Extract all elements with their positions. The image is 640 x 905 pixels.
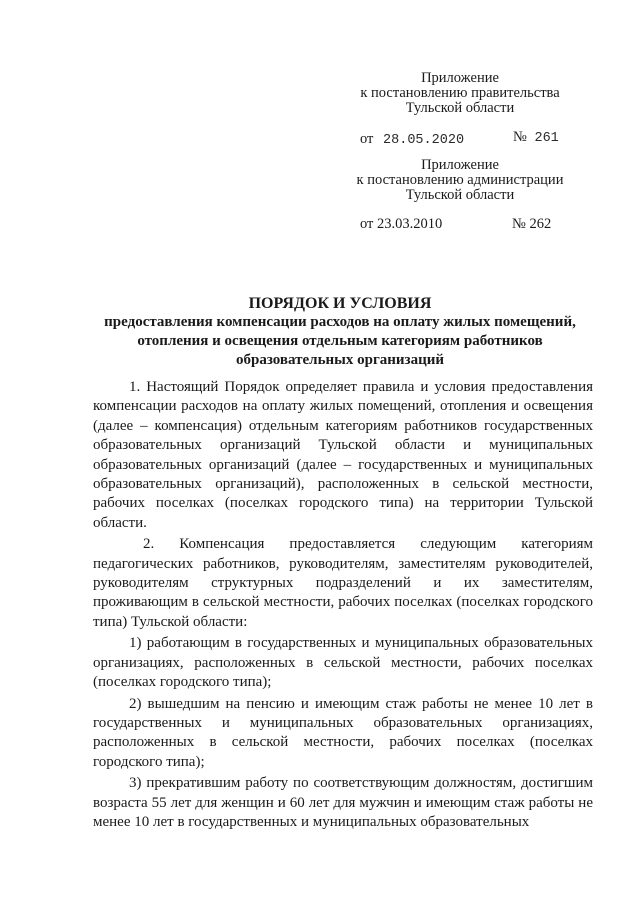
header1-number-prefix: № bbox=[513, 129, 527, 145]
header2-line1: Приложение bbox=[421, 157, 499, 173]
header1-date-row bbox=[360, 131, 464, 149]
header1-line1: Приложение bbox=[421, 70, 499, 86]
header2-line3: Тульской области bbox=[405, 187, 515, 203]
paragraph-1: 1. Настоящий Порядок определяет правила и условия предоставления компенсации расходов на оплату жилых помещений, отопления и освещения (далее – компенсация) отдельным категориям работников государственных образовательных организаций Тульской области и муниципальных образовательных организаций (далее – государственных и муниципальных образовательных организаций), расположенных в сельской местности, рабочих поселках (поселках городского типа) на территории Тульской области. bbox=[93, 379, 593, 531]
header2-date-line: от 23.03.2010 bbox=[360, 216, 443, 232]
paragraph-2: 2. Компенсация предоставляется следующим категориям педагогических работников, руководителям, заместителям руководителей, руководителям структурных подразделений и их заместителям, проживающим в сельской местности, рабочих поселках (поселках городского типа) Тульской области: bbox=[93, 536, 593, 630]
document-subtitle: предоставления компенсации расходов на оплату жилых помещений, отопления и освещения отдельным категориям работников образовательных организаций bbox=[104, 314, 576, 368]
header1-date: 28.05.2020 bbox=[383, 133, 465, 148]
paragraph-item-3: 3) прекратившим работу по соответствующим должностям, достигшим возраста 55 лет для женщин и 60 лет для мужчин и имеющим стаж работы не менее 10 лет в государственных и муниципальных образовательных bbox=[93, 775, 593, 830]
header1-number: 261 bbox=[534, 131, 559, 146]
paragraph-item-2: 2) вышедшим на пенсию и имеющим стаж работы не менее 10 лет в государственных и муниципальных образовательных организациях, расположенных в сельской местности, рабочих поселках (поселках городского типа); bbox=[93, 695, 593, 770]
header1-date-prefix: от bbox=[360, 131, 374, 147]
header1-line2: к постановлению правительства bbox=[360, 85, 560, 101]
header1-number-row bbox=[513, 129, 559, 147]
header2-number-line: № 262 bbox=[512, 216, 552, 232]
document-title: ПОРЯДОК И УСЛОВИЯ bbox=[248, 295, 432, 312]
document-body bbox=[93, 378, 593, 834]
header1-line3: Тульской области bbox=[405, 100, 515, 116]
header2-line2: к постановлению администрации bbox=[356, 172, 564, 188]
paragraph-item-1: 1) работающим в государственных и муниципальных образовательных организациях, расположенных в сельской местности, рабочих поселках (поселках городского типа); bbox=[93, 635, 593, 691]
